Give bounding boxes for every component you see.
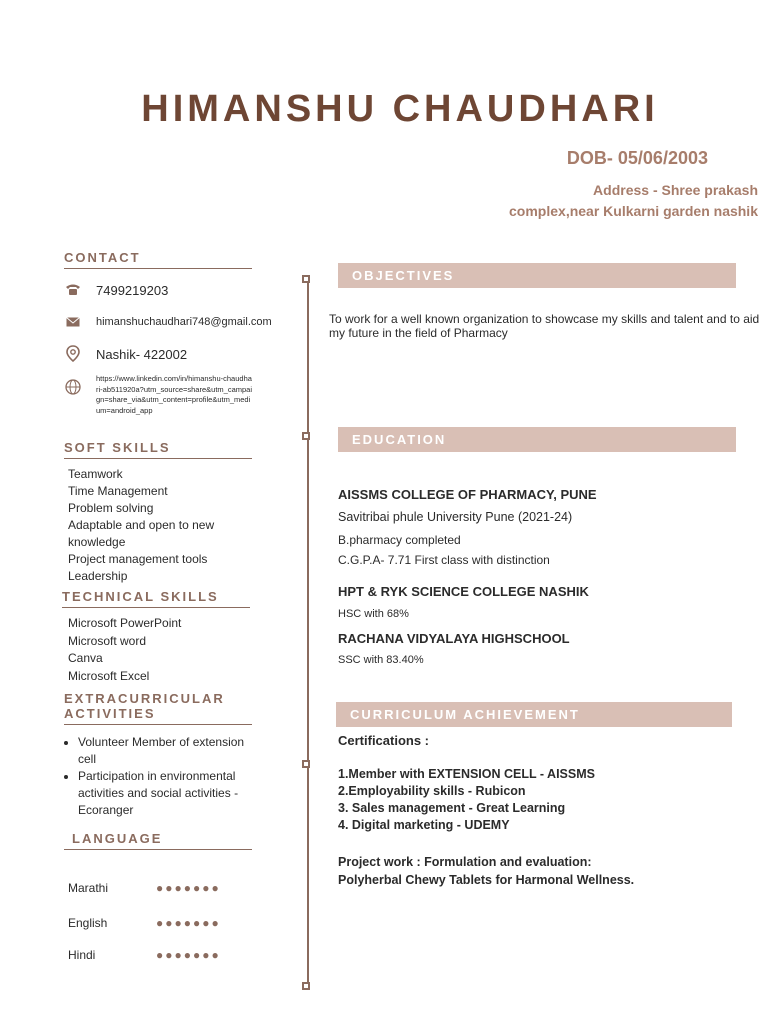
phone-number: 7499219203 [96,282,169,298]
certification-item: 1.Member with EXTENSION CELL - AISSMS [338,767,595,781]
soft-skill-item: Teamwork [68,467,123,481]
language-row-english [68,916,221,930]
globe-icon [64,378,82,396]
soft-skill-item: Adaptable and open to new knowledge [68,518,215,549]
soft-skill-item: Time Management [68,484,168,498]
soft-skills-list [68,466,248,585]
technical-skills-heading: TECHNICAL SKILLS [62,589,250,608]
location-pin-icon [64,345,82,363]
timeline-node [302,760,310,768]
certification-item: 2.Employability skills - Rubicon [338,784,526,798]
timeline-node [302,432,310,440]
contact-location [64,345,187,363]
timeline-line [307,278,309,988]
college-name: HPT & RYK SCIENCE COLLEGE NASHIK [338,584,589,599]
extracurricular-heading-line-1: EXTRACURRICULAR [64,691,225,706]
certifications-heading: Certifications : [338,733,430,748]
address-line-1: Address - Shree prakash [593,182,758,198]
email-icon [64,313,82,331]
college-cgpa: C.G.P.A- 7.71 First class with distinction [338,553,550,567]
language-heading: LANGUAGE [64,831,252,850]
technical-skill-item: Microsoft word [68,633,147,648]
email-address[interactable]: himanshuchaudhari748@gmail.com [96,316,272,328]
phone-icon [64,281,82,299]
language-name: English [68,916,108,930]
extracurricular-item: • Participation in environmental activities and social activities - Ecoranger [78,768,253,819]
extracurricular-list [60,734,253,819]
technical-skill-item: Microsoft PowerPoint [68,616,182,630]
address [418,180,758,222]
achievement-heading-bar: CURRICULUM ACHIEVEMENT [336,702,732,727]
college-name: AISSMS COLLEGE OF PHARMACY, PUNE [338,487,597,502]
soft-skills-heading: SOFT SKILLS [64,440,252,459]
language-row-hindi [68,948,221,962]
language-name: Marathi [68,881,109,895]
project-work: Project work : Formulation and evaluation: Polyherbal Chewy Tablets for Harmonal Wellness. [338,855,635,887]
proficiency-dots: ●●●●●●● [156,916,221,930]
contact-heading: CONTACT [64,250,252,269]
certifications-list [338,766,595,834]
language-row-marathi [68,881,221,895]
timeline-node [302,982,310,990]
school-result: SSC with 83.40% [338,654,424,666]
technical-skill-item: Microsoft Excel [68,668,150,683]
extracurricular-heading-line-2: ACTIVITIES [64,706,156,721]
proficiency-dots: ●●●●●●● [156,881,221,895]
contact-phone [64,281,168,299]
certification-item: 4. Digital marketing - UDEMY [338,818,510,832]
technical-skills-list [68,615,181,685]
contact-linkedin [64,374,254,416]
candidate-name: HIMANSHU CHAUDHARI [141,88,659,130]
objectives-heading-bar: OBJECTIVES [338,263,736,288]
college-university: Savitribai phule University Pune (2021-24) [338,510,573,524]
contact-email [64,313,272,331]
soft-skill-item: Project management tools [68,552,208,566]
school-name: RACHANA VIDYALAYA HIGHSCHOOL [338,631,570,646]
certification-item: 3. Sales management - Great Learning [338,801,566,815]
objectives-text: To work for a well known organization to showcase my skills and talent and to aid my future in the field of Pharmacy [329,312,760,340]
language-name: Hindi [68,948,96,962]
education-heading-bar: EDUCATION [338,427,736,452]
linkedin-url[interactable]: https://www.linkedin.com/in/himanshu-chaudhari-ab511920a?utm_source=share&utm_campaign=share_via&utm_content=profile&utm_medium=android_app [96,374,252,415]
college-degree: B.pharmacy completed [338,533,461,547]
soft-skill-item: Problem solving [68,501,154,515]
timeline-node [302,275,310,283]
technical-skill-item: Canva [68,651,103,665]
location-text: Nashik- 422002 [96,346,188,362]
address-line-2: complex,near Kulkarni garden nashik [509,203,758,219]
college-result: HSC with 68% [338,608,409,620]
soft-skill-item: Leadership [68,569,128,583]
extracurricular-item: • Volunteer Member of extension cell [78,734,253,768]
proficiency-dots: ●●●●●●● [156,948,221,962]
extracurricular-heading [64,691,252,725]
date-of-birth: DOB- 05/06/2003 [566,148,708,168]
